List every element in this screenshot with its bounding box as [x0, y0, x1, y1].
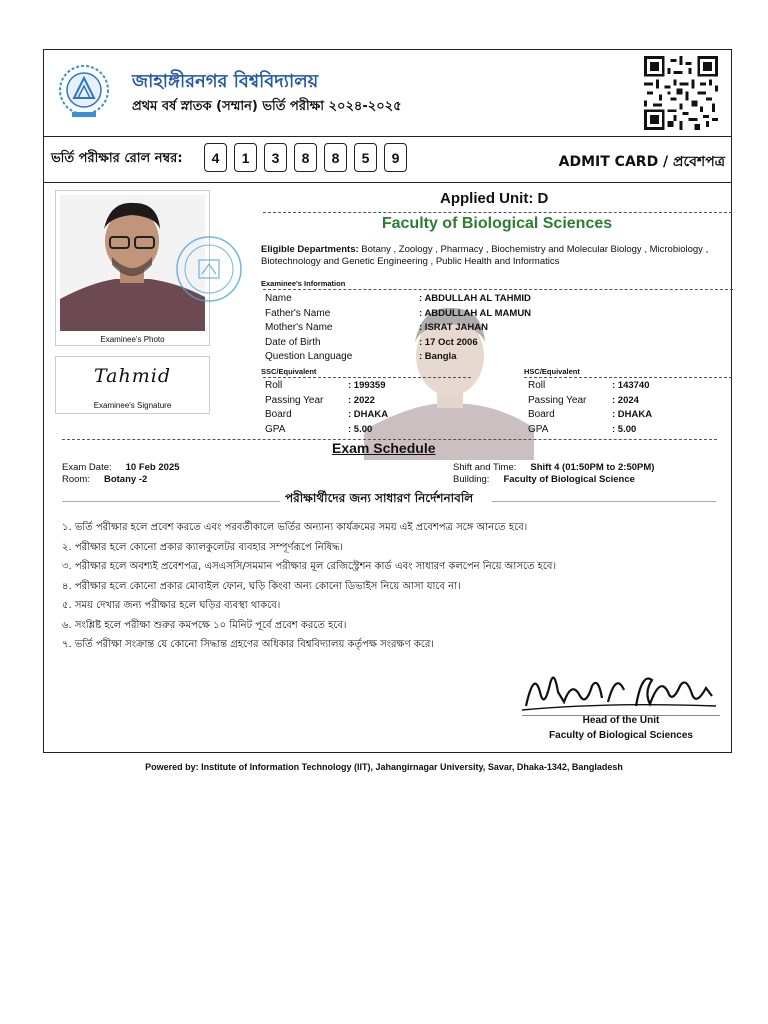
- instruction-item: ৩. পরীক্ষার হলে অবশ্যই প্রবেশপত্র, এসএসসি/সমমান পরীক্ষার মূল রেজিস্ট্রেশন কার্ড এবং সাধারণ কলপেন নিয়ে আসতে হবে।: [62, 561, 557, 572]
- hsc-row: Passing Year : 2024: [528, 394, 639, 406]
- examinee-signature: Tahmid: [93, 365, 172, 387]
- exam-schedule-title: Exam Schedule: [332, 440, 436, 456]
- hsc-row: GPA : 5.00: [528, 423, 637, 435]
- divider: [524, 377, 732, 378]
- roll-digit: 4: [204, 143, 227, 172]
- university-name: জাহাঙ্গীরনগর বিশ্ববিদ্যালয়: [132, 71, 319, 92]
- divider: [492, 501, 716, 502]
- head-signature-icon: [520, 662, 720, 717]
- instruction-item: ১. ভর্তি পরীক্ষার হলে প্রবেশ করতে এবং পরবর্তীকালে ভর্তির অন্যান্য কার্যক্রমের সময় এই প্রবেশপত্র সঙ্গে আনতে হবে।: [62, 522, 528, 533]
- signature-caption: Examinee's Signature: [93, 401, 172, 410]
- ssc-title: SSC/Equivalent: [261, 367, 317, 376]
- instruction-item: ৪. পরীক্ষার হলে কোনো প্রকার মোবাইল ফোন, ঘড়ি কিংবা অন্য কোনো ডিভাইস নিয়ে আসা যাবে না।: [62, 580, 461, 592]
- hsc-row: Roll : 143740: [528, 380, 650, 391]
- photo-caption: Examinee's Photo: [100, 335, 165, 344]
- info-row: Date of Birth : 17 Oct 2006: [265, 336, 478, 348]
- ssc-row: Passing Year : 2022: [265, 394, 375, 406]
- footer: Powered by: Institute of Information Technology (IIT), Jahangirnagar University, Savar, Dhaka-1342, Bangladesh: [145, 762, 623, 772]
- seal-stamp-icon: [174, 234, 244, 304]
- hsc-table: [528, 380, 652, 438]
- exam-shift: Shift and Time: Shift 4 (01:50PM to 2:50PM): [453, 462, 655, 473]
- admit-card: জাহাঙ্গীরনগর বিশ্ববিদ্যালয় প্রথম বর্ষ স্নাতক (সম্মান) ভর্তি পরীক্ষা ২০২৪-২০২৫ ভর্তি পরীক্ষার রোল নম্বর: 4 1 3 8 8 5 9 ADMIT CARD / প্রবেশপত্র Examinee's Photo Tahmid Examinee's Signature Applied Unit: D Faculty of Biological Sciences Eligible Departments: Botany , Zoology , Pharmacy , Biochemistry and Molecular Biology , Microbiology , Biotechnology and Genetic Engineering , Public Health and Informatics Examinee's Information Name : ABDULLAH AL TAHMID Father's Name : ABDULLAH AL MAMUN Mother's Name : ISRAT JAHAN Date of Birth : 17 Oct 2006 Question Language : Bangla SSC/Equivalent Roll : 199359 Passing Year : 2022 Board : DHAKA GPA : 5.00 HSC/Equivalent Roll : 143740 Passing Year : 2024 Board : DHAKA GPA : 5.00 Exam Schedule Exam Date: 10 Feb 2025 Room: Botany -2 Shift and Time: Shift 4 (01:50PM to 2:50PM) Building: Faculty of Biological Science পরীক্ষার্থীদের জন্য সাধারণ নির্দেশনাবলি ১. ভর্তি পরীক্ষার হলে প্রবেশ করতে এবং পরবর্তীকালে ভর্তির অন্যান্য কার্যক্রমের সময় এই প্রবেশপত্র সঙ্গে আনতে হবে। ২. পরীক্ষার হলে কোনো প্রকার ক্যালকুলেটর ব্যবহার সম্পূর্ণরূপে নিষিদ্ধ। ৩. পরীক্ষার হলে অবশ্যই প্রবেশপত্র, এসএসসি/সমমান পরীক্ষার মূল রেজিস্ট্রেশন কার্ড এবং সাধারণ কলপেন নিয়ে আসতে হবে। ৪. পরীক্ষার হলে কোনো প্রকার মোবাইল ফোন, ঘড়ি কিংবা অন্য কোনো ডিভাইস নিয়ে আসা যাবে না। ৫. সময় দেখার জন্য পরীক্ষার হলে ঘড়ির ব্যবস্থা থাকবে। ৬. সংশ্লিষ্ট হলে পরীক্ষা শুরুর কমপক্ষে ১০ মিনিট পূর্বে প্রবেশ করতে হবে। ৭. ভর্তি পরীক্ষা সংক্রান্ত যে কোনো সিদ্ধান্ত গ্রহণের অধিকার বিশ্ববিদ্যালয় কর্তৃপক্ষ সংরক্ষণ করে। Head of the Unit Faculty of Biological Sciences: [43, 49, 732, 753]
- exam-building: Building: Faculty of Biological Science: [453, 474, 635, 485]
- info-row: Name : ABDULLAH AL TAHMID: [265, 293, 531, 304]
- roll-digit: 8: [324, 143, 347, 172]
- roll-digit: 3: [264, 143, 287, 172]
- examinee-signature-box: [55, 356, 210, 414]
- roll-digit: 9: [384, 143, 407, 172]
- info-row: Father's Name : ABDULLAH AL MAMUN: [265, 307, 532, 319]
- ssc-row: Roll : 199359: [265, 380, 386, 391]
- divider: [263, 212, 732, 213]
- head-faculty: Faculty of Biological Sciences: [549, 730, 693, 741]
- exam-date: Exam Date: 10 Feb 2025: [62, 462, 180, 473]
- info-row: Mother's Name : ISRAT JAHAN: [265, 322, 488, 333]
- head-of-unit: Head of the Unit: [582, 715, 660, 726]
- instruction-item: ৫. সময় দেখার জন্য পরীক্ষার হলে ঘড়ির ব্যবস্থা থাকবে।: [62, 600, 281, 611]
- roll-digit: 5: [354, 143, 377, 172]
- hsc-row: Board : DHAKA: [528, 409, 653, 420]
- roll-digit: 8: [294, 143, 317, 172]
- eligible-label: Eligible Departments:: [261, 244, 359, 255]
- instructions-list: [62, 520, 556, 657]
- roll-digits: [204, 143, 407, 172]
- instruction-item: ২. পরীক্ষার হলে কোনো প্রকার ক্যালকুলেটর ব্যবহার সম্পূর্ণরূপে নিষিদ্ধ।: [62, 541, 343, 553]
- qr-code-icon: [643, 56, 719, 130]
- divider: [62, 501, 284, 502]
- examinee-info-title: Examinee's Information: [261, 279, 346, 288]
- roll-digit: 1: [234, 143, 257, 172]
- divider: [263, 377, 471, 378]
- faculty-title: Faculty of Biological Sciences: [381, 215, 613, 232]
- divider: [263, 289, 733, 290]
- university-logo-icon: [58, 62, 110, 122]
- examinee-info-table: [265, 293, 531, 366]
- eligible-departments: [261, 244, 733, 268]
- roll-label: ভর্তি পরীক্ষার রোল নম্বর:: [51, 151, 183, 166]
- roll-bar: [44, 136, 731, 183]
- admit-card-label: ADMIT CARD / প্রবেশপত্র: [558, 154, 725, 170]
- instruction-item: ৭. ভর্তি পরীক্ষা সংক্রান্ত যে কোনো সিদ্ধান্ত গ্রহণের অধিকার বিশ্ববিদ্যালয় কর্তৃপক্ষ সংরক্ষণ করে।: [62, 639, 434, 650]
- eligible-text: Botany , Zoology , Pharmacy , Biochemistry and Molecular Biology , Microbiology , Biotechnology and Genetic Engineering , Public Health and Informatics: [261, 244, 709, 267]
- info-row: Question Language : Bangla: [265, 351, 457, 362]
- exam-room: Room: Botany -2: [62, 474, 148, 485]
- ssc-row: GPA : 5.00: [265, 423, 373, 435]
- ssc-row: Board : DHAKA: [265, 409, 389, 420]
- instruction-item: ৬. সংশ্লিষ্ট হলে পরীক্ষা শুরুর কমপক্ষে ১০ মিনিট পূর্বে প্রবেশ করতে হবে।: [62, 619, 347, 631]
- applied-unit: Applied Unit: D: [440, 190, 549, 207]
- ssc-table: [265, 380, 388, 438]
- exam-title: প্রথম বর্ষ স্নাতক (সম্মান) ভর্তি পরীক্ষা ২০২৪-২০২৫: [132, 99, 402, 114]
- hsc-title: HSC/Equivalent: [524, 367, 580, 376]
- header: [44, 50, 731, 137]
